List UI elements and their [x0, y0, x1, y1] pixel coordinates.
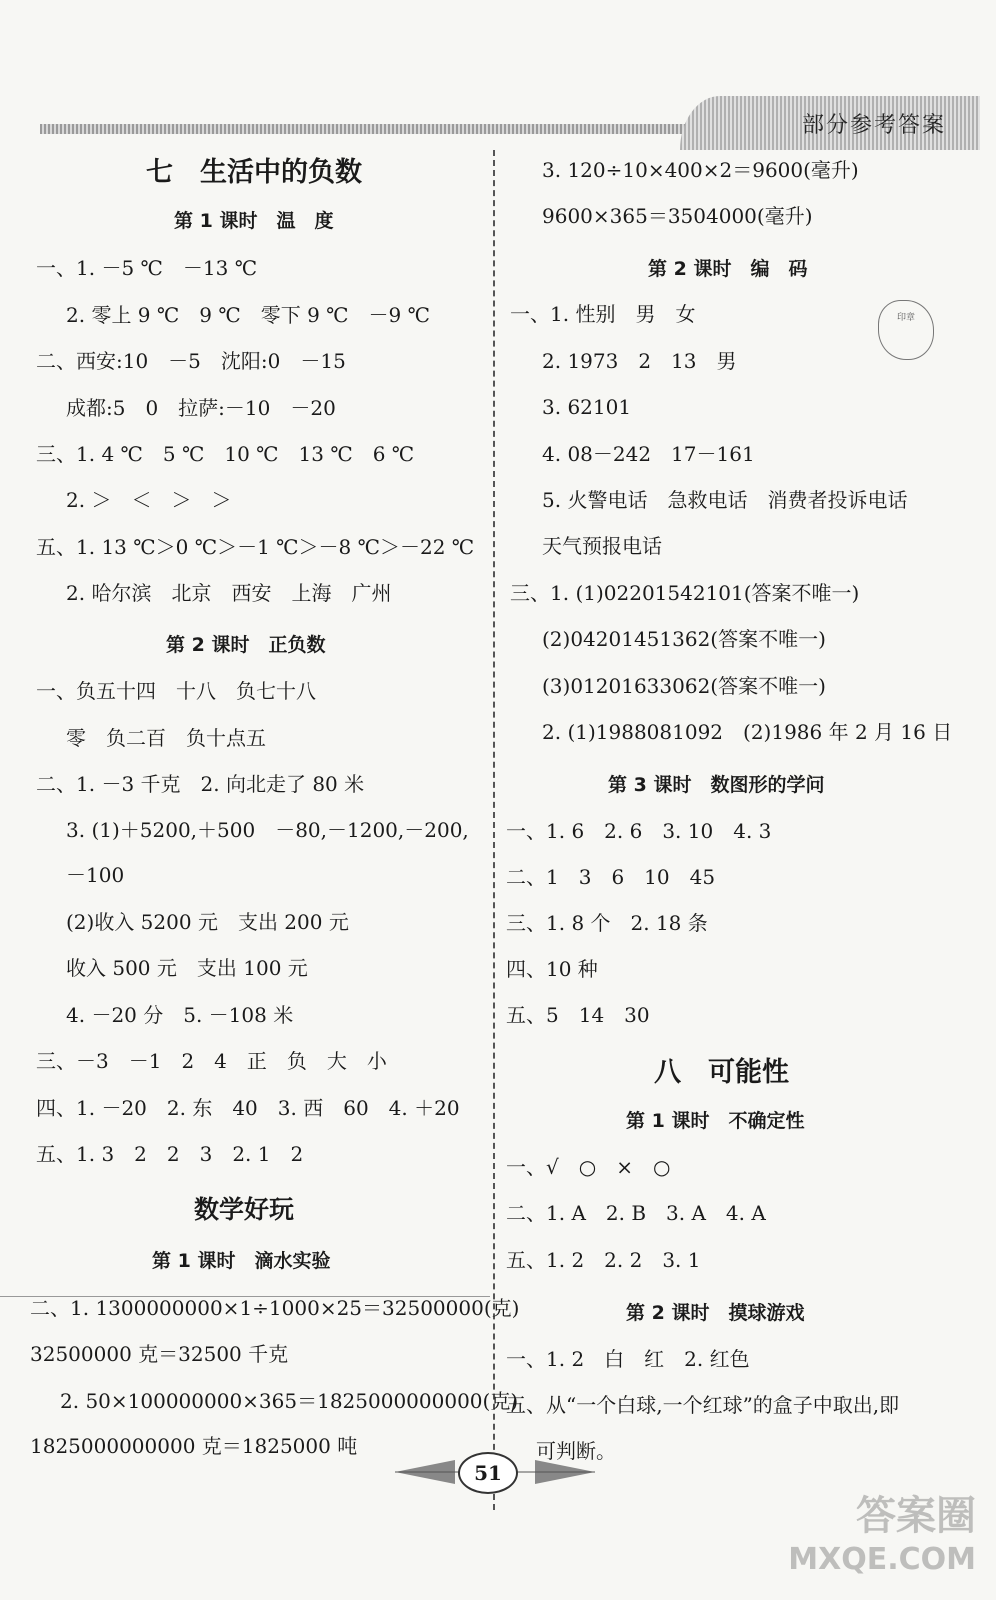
section-title-possibility: 八 可能性 — [654, 1057, 789, 1088]
answer-line: 天气预报电话 — [542, 534, 662, 558]
answer-line: 二、1. －3 千克 2. 向北走了 80 米 — [36, 772, 365, 796]
answer-line: 2. ＞ ＜ ＞ ＞ — [66, 488, 232, 512]
answer-line: 五、从“一个白球,一个红球”的盒子中取出,即 — [506, 1393, 900, 1417]
lesson-title-uncertainty: 第 1 课时 不确定性 — [626, 1110, 805, 1132]
answer-line: 一、1. －5 ℃ －13 ℃ — [36, 256, 258, 280]
answer-line: (3)01201633062(答案不唯一) — [542, 674, 826, 698]
answer-line: 成都:5 0 拉萨:－10 －20 — [66, 396, 336, 420]
answer-line: 可判断。 — [536, 1439, 616, 1463]
answer-line: 一、负五十四 十八 负七十八 — [36, 679, 316, 703]
answer-line: 一、1. 性别 男 女 — [510, 302, 696, 326]
answer-line: 1825000000000 克＝1825000 吨 — [30, 1434, 358, 1458]
answer-line: 零 负二百 负十点五 — [66, 726, 266, 750]
answer-line: 三、1. (1)02201542101(答案不唯一) — [510, 581, 860, 605]
answer-line: (2)04201451362(答案不唯一) — [542, 627, 826, 651]
answer-line: 五、5 14 30 — [506, 1003, 650, 1027]
answer-line: 一、1. 2 白 红 2. 红色 — [506, 1347, 750, 1371]
answer-line: 3. (1)＋5200,＋500 －80,－1200,－200, — [66, 818, 469, 842]
answer-line: 一、√ ○ × ○ — [506, 1155, 671, 1179]
section-title-negative-numbers: 七 生活中的负数 — [146, 157, 362, 188]
answer-line: 一、1. 6 2. 6 3. 10 4. 3 — [506, 819, 772, 843]
answer-line: 五、1. 3 2 2 3 2. 1 2 — [36, 1142, 304, 1166]
lesson-title-drip-experiment: 第 1 课时 滴水实验 — [152, 1250, 331, 1272]
lesson-title-coding: 第 2 课时 编 码 — [648, 258, 808, 280]
answer-line: 4. －20 分 5. －108 米 — [66, 1003, 294, 1027]
answer-line: 二、1. A 2. B 3. A 4. A — [506, 1201, 766, 1225]
watermark — [788, 1494, 976, 1582]
answer-line: 收入 500 元 支出 100 元 — [66, 956, 308, 980]
answer-line: 2. 1973 2 13 男 — [542, 349, 737, 373]
section-title-math-fun: 数学好玩 — [194, 1195, 295, 1224]
answer-line: 32500000 克＝32500 千克 — [30, 1342, 289, 1366]
answer-line: 2. 哈尔滨 北京 西安 上海 广州 — [66, 581, 392, 605]
lesson-title-temperature: 第 1 课时 温 度 — [174, 210, 334, 232]
page-number: 51 — [458, 1452, 518, 1494]
answer-line: 三、－3 －1 2 4 正 负 大 小 — [36, 1049, 387, 1073]
answer-line: 三、1. 8 个 2. 18 条 — [506, 911, 708, 935]
answer-line: 四、1. －20 2. 东 40 3. 西 60 4. ＋20 — [36, 1096, 460, 1120]
answer-line: 五、1. 13 ℃＞0 ℃＞－1 ℃＞－8 ℃＞－22 ℃ — [36, 535, 475, 559]
answer-line: 五、1. 2 2. 2 3. 1 — [506, 1248, 701, 1272]
answer-line: 3. 62101 — [542, 395, 632, 419]
answer-line: 2. 零上 9 ℃ 9 ℃ 零下 9 ℃ －9 ℃ — [66, 303, 430, 327]
watermark-line: 答案圈 — [856, 1493, 976, 1539]
lesson-title-ball-game: 第 2 课时 摸球游戏 — [626, 1302, 805, 1324]
answer-line: 5. 火警电话 急救电话 消费者投诉电话 — [542, 488, 908, 512]
answer-line: 二、1 3 6 10 45 — [506, 865, 716, 889]
answer-line: －100 — [66, 863, 125, 887]
answer-line: 4. 08－242 17－161 — [542, 442, 755, 466]
lesson-title-counting-figures: 第 3 课时 数图形的学问 — [608, 774, 825, 796]
watermark-line: MXQE.COM — [788, 1542, 976, 1577]
answer-line: (2)收入 5200 元 支出 200 元 — [66, 910, 349, 934]
answer-line: 3. 120÷10×400×2＝9600(毫升) — [542, 158, 859, 182]
answer-line: 二、1. 1300000000×1÷1000×25＝32500000(克) — [30, 1296, 520, 1320]
answer-line: 四、10 种 — [506, 957, 598, 981]
header-title: 部分参考答案 — [802, 113, 947, 138]
stamp-image: 印章 — [878, 300, 934, 360]
lesson-title-positive-negative: 第 2 课时 正负数 — [166, 634, 326, 656]
answer-line: 二、西安:10 －5 沈阳:0 －15 — [36, 349, 346, 373]
answer-line: 9600×365＝3504000(毫升) — [542, 204, 813, 228]
answer-line: 2. 50×100000000×365＝1825000000000(克) — [60, 1389, 519, 1413]
answer-line: 2. (1)1988081092 (2)1986 年 2 月 16 日 — [542, 720, 953, 744]
answer-line: 三、1. 4 ℃ 5 ℃ 10 ℃ 13 ℃ 6 ℃ — [36, 442, 415, 466]
